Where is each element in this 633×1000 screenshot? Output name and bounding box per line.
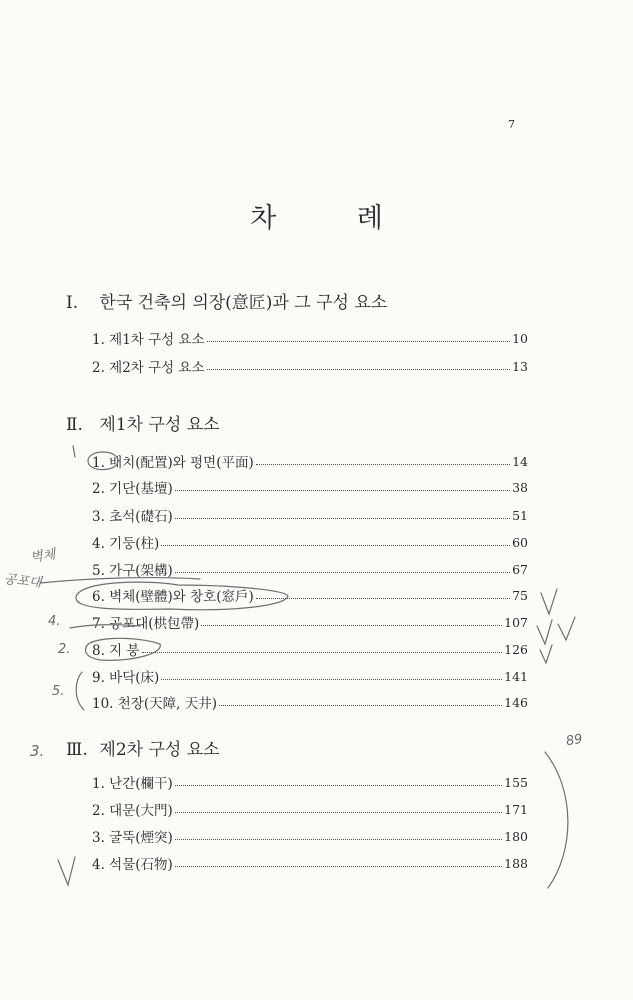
toc-entry-label: 9. 바닥(床) bbox=[92, 670, 160, 686]
toc-leader bbox=[219, 705, 502, 706]
toc-leader bbox=[207, 369, 511, 370]
toc-page-number: 51 bbox=[512, 507, 528, 523]
part-numeral: Ⅲ. bbox=[66, 740, 88, 760]
toc-page-number: 38 bbox=[512, 479, 528, 495]
toc-leader bbox=[175, 866, 502, 867]
toc-entry[interactable] bbox=[92, 639, 528, 659]
toc-leader bbox=[256, 464, 510, 465]
toc-entry[interactable] bbox=[92, 772, 528, 792]
toc-page-number: 141 bbox=[504, 668, 528, 684]
toc-page-number: 107 bbox=[504, 614, 528, 630]
handwritten-note: 공포대 bbox=[3, 572, 43, 591]
handwritten-note: 89 bbox=[564, 731, 584, 750]
toc-entry-label: 6. 벽체(壁體)와 창호(窓戶) bbox=[92, 589, 254, 605]
handwritten-number: 3. bbox=[30, 742, 45, 760]
toc-entry[interactable] bbox=[92, 612, 528, 632]
toc-leader bbox=[256, 598, 510, 599]
toc-entry-label: 4. 석물(石物) bbox=[92, 857, 173, 873]
bracket-mark bbox=[545, 752, 568, 888]
toc-entry[interactable] bbox=[92, 826, 528, 846]
toc-page-number: 67 bbox=[512, 561, 528, 577]
toc-entry[interactable] bbox=[92, 505, 528, 525]
check-mark bbox=[58, 857, 75, 885]
part-heading bbox=[66, 735, 220, 760]
toc-entry[interactable] bbox=[92, 477, 528, 497]
toc-entry-label: 1. 배치(配置)와 평면(平面) bbox=[92, 455, 254, 471]
handwritten-note: 벽체 bbox=[29, 547, 57, 566]
check-mark bbox=[540, 645, 552, 663]
toc-entry-label: 4. 기둥(柱) bbox=[92, 536, 160, 552]
toc-entry-label: 7. 공포대(栱包帶) bbox=[92, 616, 200, 632]
toc-leader bbox=[175, 785, 502, 786]
toc-page-number: 10 bbox=[512, 330, 528, 346]
toc-entry[interactable] bbox=[92, 692, 528, 712]
check-mark bbox=[73, 446, 75, 457]
toc-entry[interactable] bbox=[92, 585, 528, 605]
check-mark bbox=[558, 617, 575, 640]
toc-leader bbox=[175, 812, 502, 813]
toc-entry-label: 1. 제1차 구성 요소 bbox=[92, 332, 205, 348]
toc-entry[interactable] bbox=[92, 356, 528, 376]
toc-page-number: 60 bbox=[512, 534, 528, 550]
toc-entry-label: 2. 대문(大門) bbox=[92, 803, 173, 819]
toc-leader bbox=[175, 572, 510, 573]
toc-leader bbox=[161, 545, 510, 546]
part-title: 제2차 구성 요소 bbox=[99, 740, 220, 760]
toc-page-number: 146 bbox=[504, 694, 528, 710]
toc-entry-label: 8. 지 붕 bbox=[92, 643, 140, 659]
toc-entry[interactable] bbox=[92, 666, 528, 686]
toc-entry[interactable] bbox=[92, 532, 528, 552]
page-number: 7 bbox=[508, 118, 515, 131]
toc-entry-label: 3. 초석(礎石) bbox=[92, 509, 173, 525]
handwritten-number: 2. bbox=[58, 642, 71, 657]
toc-page-number: 155 bbox=[504, 774, 528, 790]
toc-page-number: 171 bbox=[504, 801, 528, 817]
part-numeral: Ⅱ. bbox=[66, 415, 83, 435]
part-numeral: Ⅰ. bbox=[66, 293, 79, 313]
toc-entry-label: 3. 굴뚝(煙突) bbox=[92, 830, 173, 846]
toc-leader bbox=[175, 839, 502, 840]
toc-entry-label: 1. 난간(欄干) bbox=[92, 776, 173, 792]
toc-page-number: 126 bbox=[504, 641, 528, 657]
bracket-mark bbox=[76, 672, 84, 710]
toc-entry[interactable] bbox=[92, 799, 528, 819]
toc-page-number: 13 bbox=[512, 358, 528, 374]
part-heading bbox=[66, 410, 220, 435]
toc-entry-label: 10. 천장(天障, 天井) bbox=[92, 696, 217, 712]
handwritten-number: 5. bbox=[52, 684, 65, 699]
toc-entry[interactable] bbox=[92, 451, 528, 471]
toc-entry[interactable] bbox=[92, 559, 528, 579]
check-mark bbox=[537, 620, 552, 644]
toc-leader bbox=[207, 341, 511, 342]
page-title: 차 례 bbox=[250, 203, 419, 234]
toc-entry[interactable] bbox=[92, 853, 528, 873]
toc-entry-label: 5. 가구(架構) bbox=[92, 563, 173, 579]
toc-leader bbox=[161, 679, 502, 680]
part-title: 제1차 구성 요소 bbox=[99, 415, 220, 435]
toc-leader bbox=[175, 518, 510, 519]
toc-page-number: 14 bbox=[512, 453, 528, 469]
part-title: 한국 건축의 의장(意匠)과 그 구성 요소 bbox=[99, 293, 388, 313]
toc-entry[interactable] bbox=[92, 328, 528, 348]
toc-entry-label: 2. 기단(基壇) bbox=[92, 481, 173, 497]
toc-entry-label: 2. 제2차 구성 요소 bbox=[92, 360, 205, 376]
toc-leader bbox=[201, 625, 502, 626]
handwritten-number: 4. bbox=[48, 614, 61, 629]
toc-page-number: 188 bbox=[504, 855, 528, 871]
toc-leader bbox=[175, 490, 510, 491]
part-heading bbox=[66, 288, 387, 313]
toc-page-number: 180 bbox=[504, 828, 528, 844]
check-mark bbox=[541, 589, 557, 614]
toc-leader bbox=[142, 652, 503, 653]
toc-page-number: 75 bbox=[512, 587, 528, 603]
